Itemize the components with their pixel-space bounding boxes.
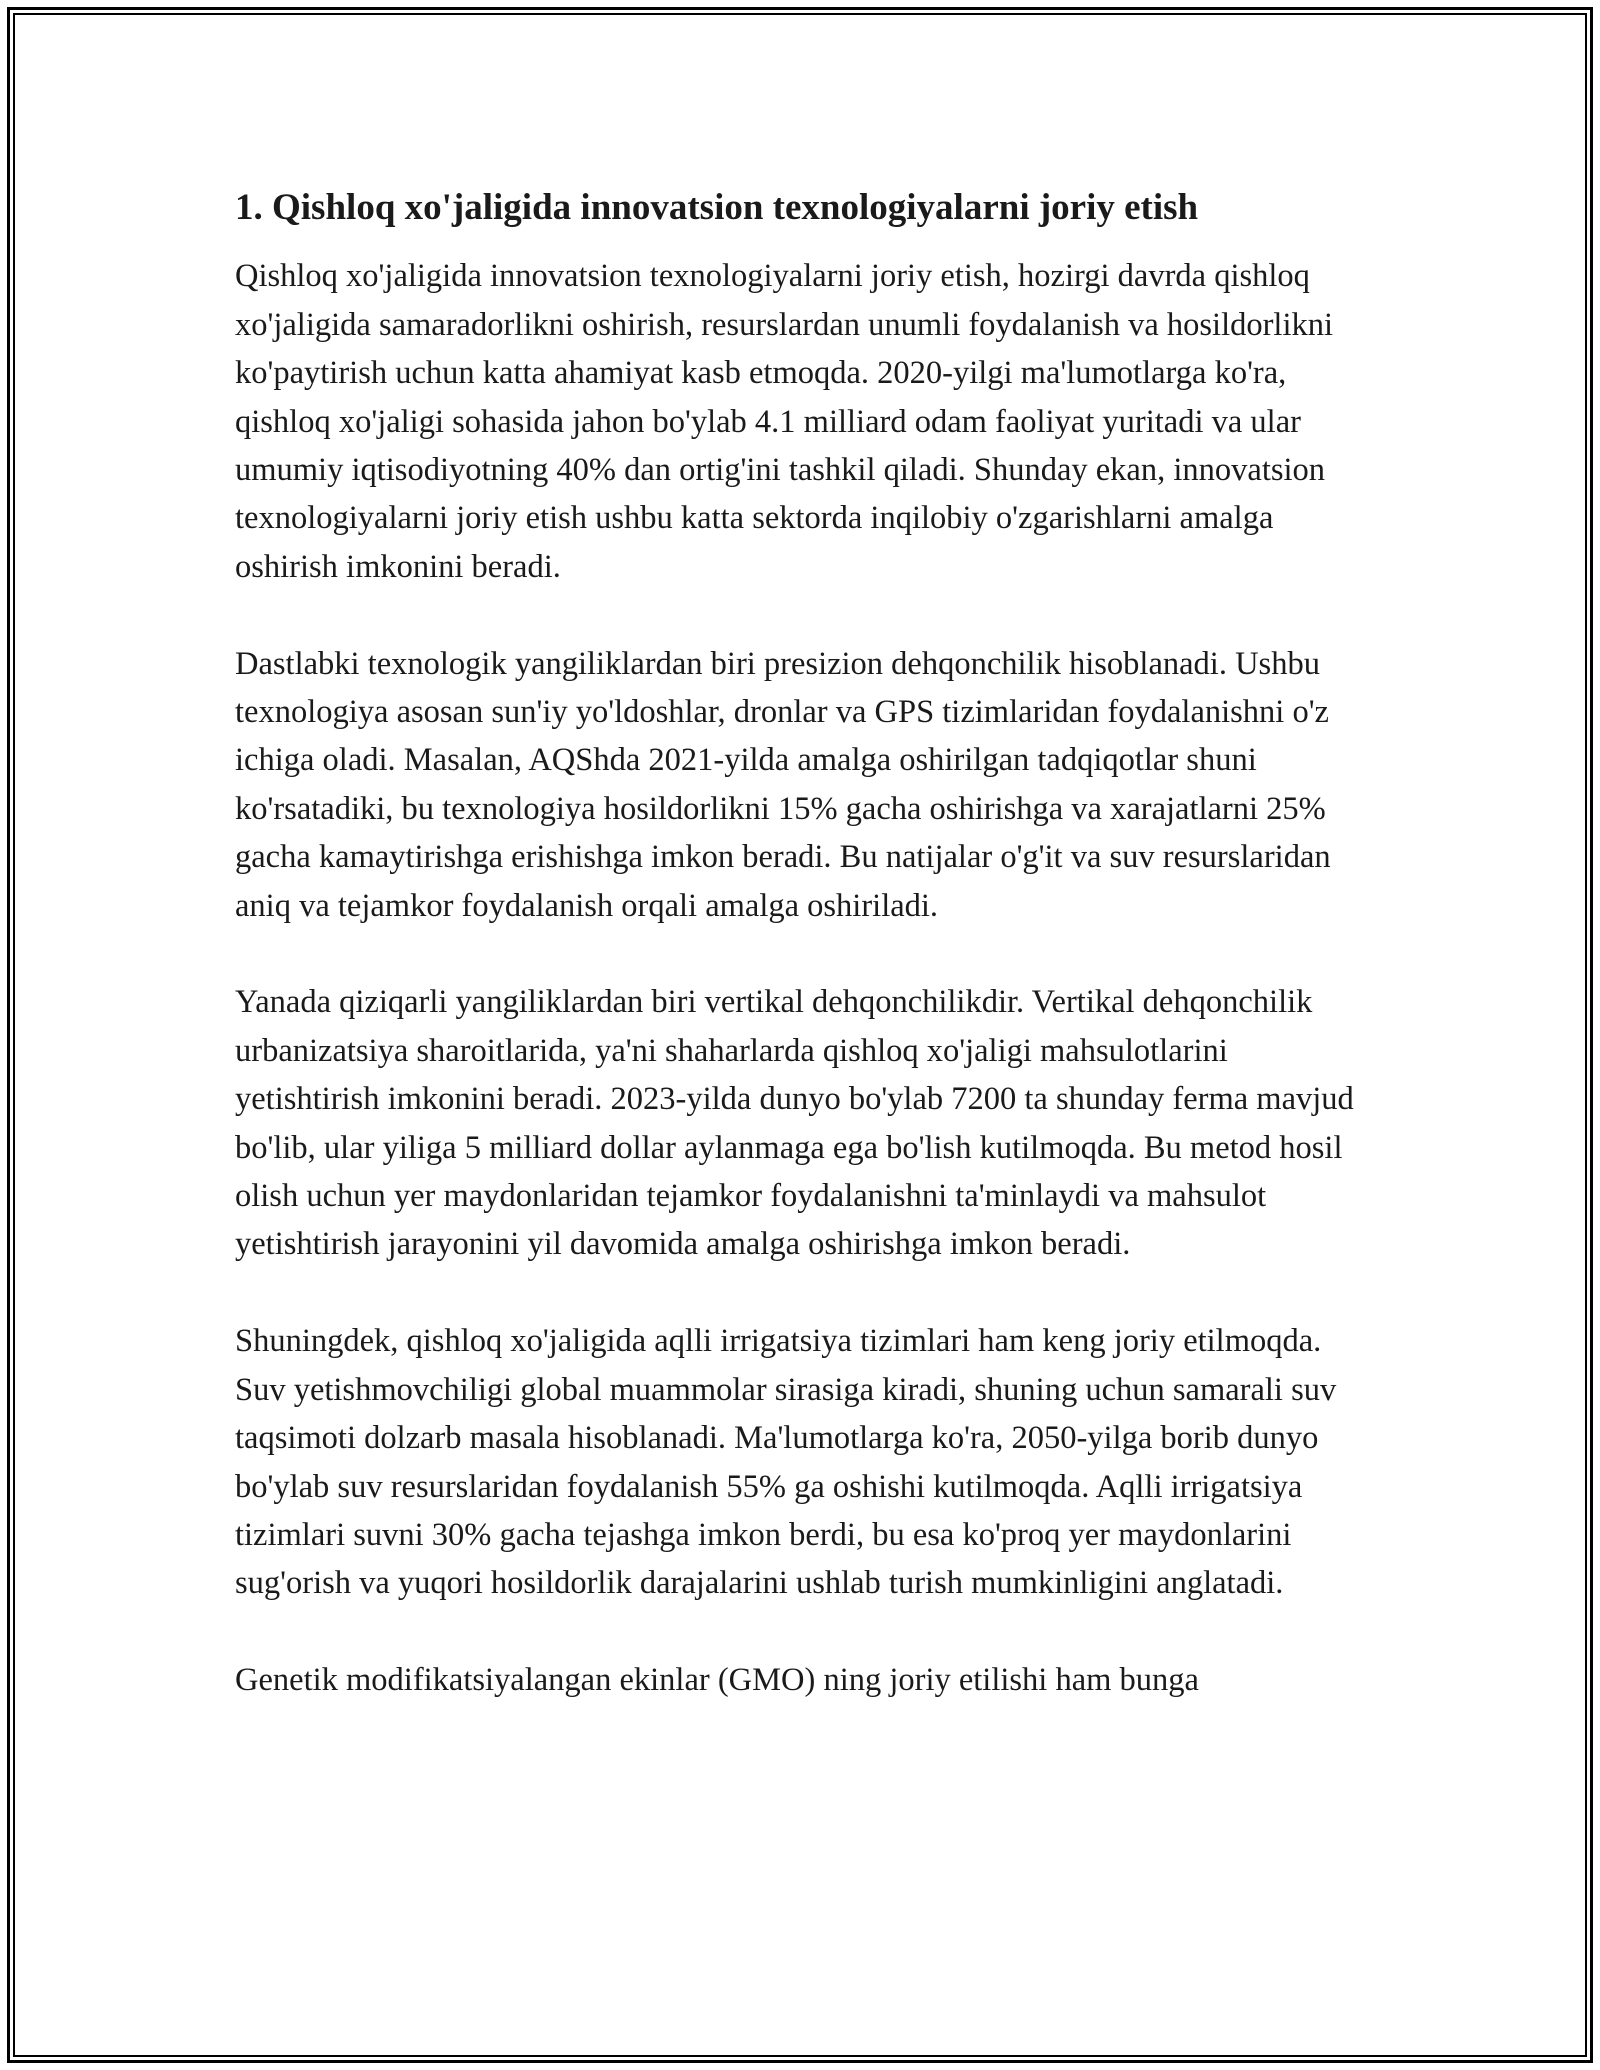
paragraph-4: Shuningdek, qishloq xo'jaligida aqlli irrigatsiya tizimlari ham keng joriy etilmoqda. Suv yetishmovchiligi global muammolar sirasiga kiradi, shuning uchun samarali suv taqsimoti dolzarb masala hisoblanadi. Ma'lumotlarga ko'ra, 2050-yilga borib dunyo bo'ylab suv resurslaridan foydalanish 55% ga oshishi kutilmoqda. Aqlli irrigatsiya tizimlari suvni 30% gacha tejashga imkon berdi, bu esa ko'proq yer maydonlarini sug'orish va yuqori hosildorlik darajalarini ushlab turish mumkinligini anglatadi. bbox=[235, 1323, 1337, 1602]
section-heading: 1. Qishloq xo'jaligida innovatsion texnologiyalarni joriy etish bbox=[235, 187, 1199, 228]
paragraph-5: Genetik modifikatsiyalangan ekinlar (GMO) ning joriy etilishi ham bunga bbox=[235, 1662, 1199, 1699]
paragraph-1: Qishloq xo'jaligida innovatsion texnologiyalarni joriy etish, hozirgi davrda qishloq xo'jaligida samaradorlikni oshirish, resurslardan unumli foydalanish va hosildorlikni ko'paytirish uchun katta ahamiyat kasb etmoqda. 2020-yilgi ma'lumotlarga ko'ra, qishloq xo'jaligi sohasida jahon bo'ylab 4.1 milliard odam faoliyat yuritadi va ular umumiy iqtisodiyotning 40% dan ortig'ini tashkil qiladi. Shunday ekan, innovatsion texnologiyalarni joriy etish ushbu katta sektorda inqilobiy o'zgarishlarni amalga oshirish imkonini beradi. bbox=[235, 258, 1334, 585]
paragraph-2: Dastlabki texnologik yangiliklardan biri presizion dehqonchilik hisoblanadi. Ushbu texnologiya asosan sun'iy yo'ldoshlar, dronlar va GPS tizimlaridan foydalanishni o'z ichiga oladi. Masalan, AQShda 2021-yilda amalga oshirilgan tadqiqotlar shuni ko'rsatadiki, bu texnologiya hosildorlikni 15% gacha oshirishga va xarajatlarni 25% gacha kamaytirishga erishishga imkon beradi. Bu natijalar o'g'it va suv resurslaridan aniq va tejamkor foydalanish orqali amalga oshiriladi. bbox=[235, 645, 1331, 924]
document-body bbox=[235, 186, 1375, 1753]
paragraph-3: Yanada qiziqarli yangiliklardan biri vertikal dehqonchilikdir. Vertikal dehqonchilik urbanizatsiya sharoitlarida, ya'ni shaharlarda qishloq xo'jaligi mahsulotlarini yetishtirish imkonini beradi. 2023-yilda dunyo bo'ylab 7200 ta shunday ferma mavjud bo'lib, ular yiliga 5 milliard dollar aylanmaga ega bo'lish kutilmoqda. Bu metod hosil olish uchun yer maydonlaridan tejamkor foydalanishni ta'minlaydi va mahsulot yetishtirish jarayonini yil davomida amalga oshirishga imkon beradi. bbox=[235, 984, 1354, 1263]
